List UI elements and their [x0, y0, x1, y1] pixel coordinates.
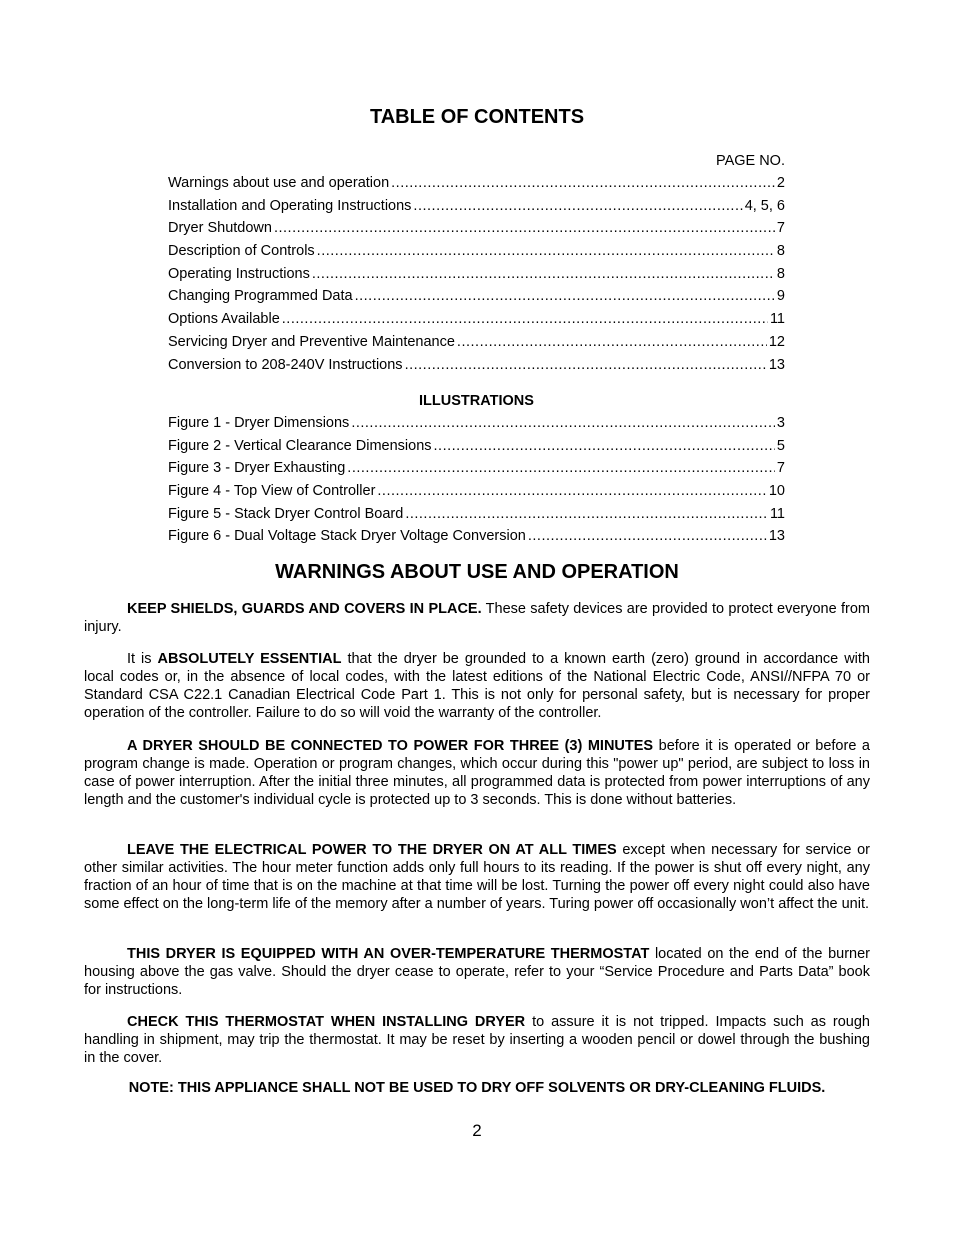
illustrations-title: ILLUSTRATIONS — [419, 393, 534, 409]
warning-paragraph: LEAVE THE ELECTRICAL POWER TO THE DRYER ON AT ALL TIMES except when necessary for service or other similar activities. The hour meter function adds only full hours to its reading. If the power is shut off every night, any fraction of an hour of time that is on the machine at that time will be lost. Turning the power off every night could also have some effect on the long-term life of the memory after a number of years. Turing power off occasionally won’t affect the unit. — [84, 842, 870, 912]
toc-entry: Servicing Dryer and Preventive Maintenance ..... 12 — [168, 331, 785, 354]
warning-paragraph: A DRYER SHOULD BE CONNECTED TO POWER FOR THREE (3) MINUTES before it is operated or before a program change is made. Operation or program changes, which occur during this "power up" period, are subject to loss in case of power interruption. After the initial three minutes, all programmed data is protected from power interruptions of any length and the customer's individual cycle is protected up to 3 seconds. This is done without batteries. — [84, 738, 870, 808]
warnings-title: WARNINGS ABOUT USE AND OPERATION — [275, 561, 679, 583]
toc-entry: Installation and Operating Instructions ..... 4, 5, 6 — [168, 195, 785, 218]
illustration-entry: Figure 5 - Stack Dryer Control Board ..... 11 — [168, 503, 785, 526]
toc-entry: Changing Programmed Data ..... 9 — [168, 285, 785, 308]
illustration-entry: Figure 3 - Dryer Exhausting ..... 7 — [168, 457, 785, 480]
warning-paragraph: THIS DRYER IS EQUIPPED WITH AN OVER-TEMPERATURE THERMOSTAT located on the end of the burner housing above the gas valve. Should the dryer cease to operate, refer to your “Service Procedure and Parts Data” book for instructions. — [84, 946, 870, 998]
toc-list — [168, 150, 785, 376]
illustration-entry: Figure 6 - Dual Voltage Stack Dryer Voltage Conversion ..... 13 — [168, 525, 785, 548]
toc-entry: Description of Controls ..... 8 — [168, 240, 785, 263]
illustration-entry: Figure 2 - Vertical Clearance Dimensions ..... 5 — [168, 435, 785, 458]
warning-paragraph: It is ABSOLUTELY ESSENTIAL that the dryer be grounded to a known earth (zero) ground in accordance with local codes or, in the absence of local codes, with the latest editions of the National Electric Code, ANSI//NFPA 70 or Standard CSA C22.1 Canadian Electrical Code Part 1. This is not only for personal safety, but is necessary for proper operation of the controller. Failure to do so will void the warranty of the controller. — [84, 651, 870, 721]
page-no-header: PAGE NO. — [715, 153, 785, 169]
warning-paragraph: KEEP SHIELDS, GUARDS AND COVERS IN PLACE. These safety devices are provided to protect everyone from injury. — [84, 601, 871, 635]
illustration-entry: Figure 4 - Top View of Controller ..... 10 — [168, 480, 785, 503]
toc-entry: Operating Instructions ..... 8 — [168, 263, 785, 286]
illustrations-list — [168, 390, 785, 548]
toc-title: TABLE OF CONTENTS — [369, 106, 585, 128]
solvent-note: NOTE: THIS APPLIANCE SHALL NOT BE USED TO DRY OFF SOLVENTS OR DRY-CLEANING FLUIDS. — [128, 1080, 826, 1096]
illustration-entry: Figure 1 - Dryer Dimensions ..... 3 — [168, 412, 785, 435]
page-number: 2 — [472, 1121, 482, 1140]
toc-entry: Dryer Shutdown ..... 7 — [168, 217, 785, 240]
warning-paragraph: CHECK THIS THERMOSTAT WHEN INSTALLING DRYER to assure it is not tripped. Impacts such as rough handling in shipment, may trip the thermostat. It may be reset by inserting a wooden pencil or dowel through the bushing in the cover. — [84, 1014, 870, 1066]
toc-entry: Conversion to 208-240V Instructions ..... 13 — [168, 354, 785, 377]
toc-entry: Warnings about use and operation ..... 2 — [168, 172, 785, 195]
toc-entry: Options Available ..... 11 — [168, 308, 785, 331]
